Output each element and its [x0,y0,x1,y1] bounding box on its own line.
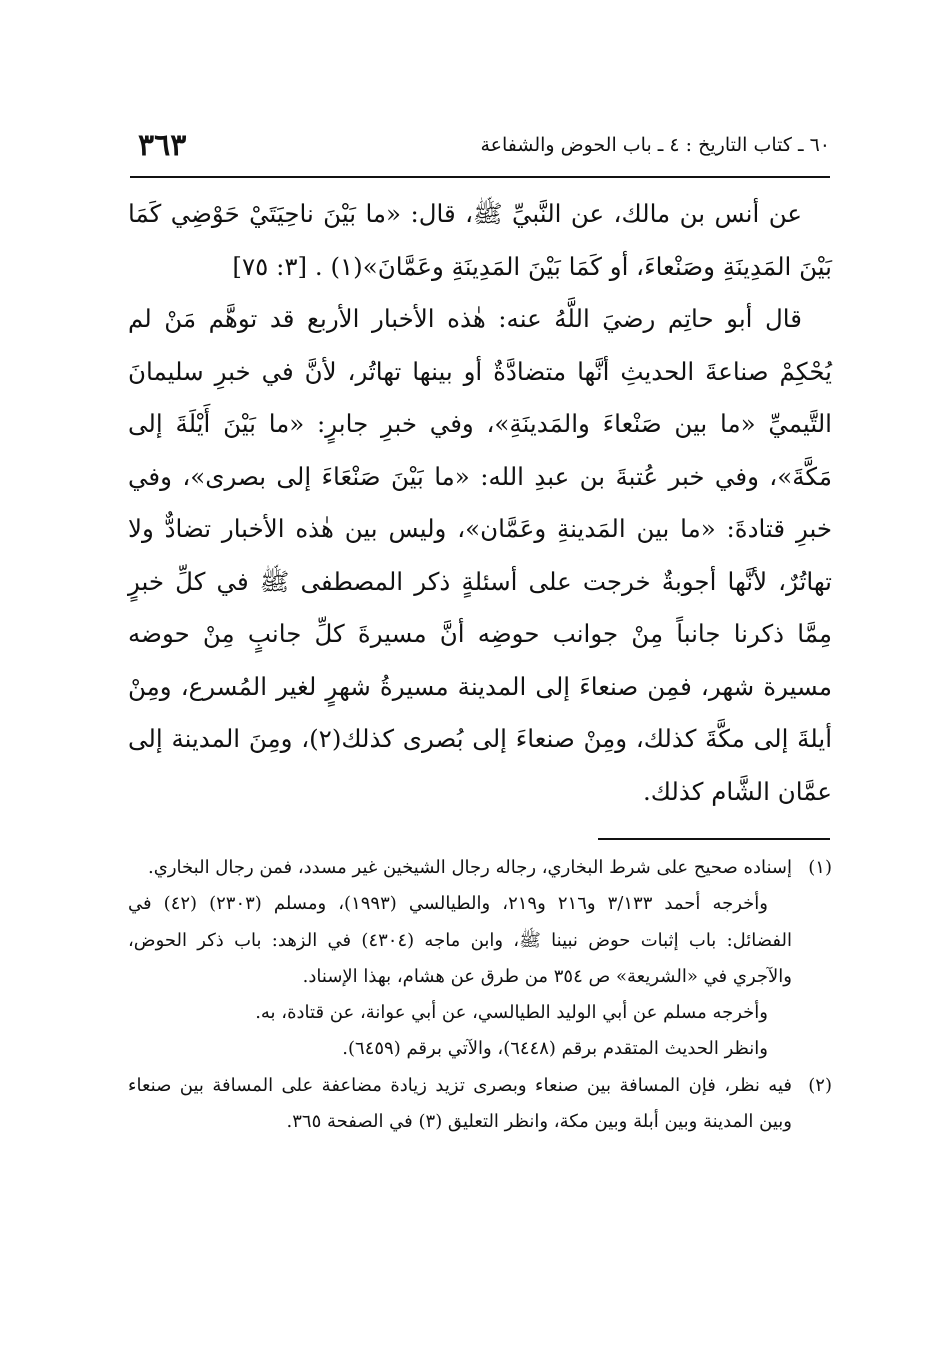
header-rule [130,176,830,178]
commentary-paragraph: قال أبو حاتِم رضيَ اللَّهُ عنه: هٰذه الأخبار الأربع قد توهَّم مَنْ لم يُحْكِمْ صناعةَ الحديثِ أنَّها متضادَّةٌ أو بينها تهاتُر، لأنَّ في خبرِ سليمانَ التَّيميِّ «ما بين صَنْعاءَ والمَدينَةِ»، وفي خبرِ جابرٍ: «ما بَيْنَ أَيْلَةَ إلى مَكَّةَ»، وفي خبر عُتبةَ بن عبدِ الله: «ما بَيْنَ صَنْعَاءَ إلى بصرى»، وفي خبرِ قتادةَ: «ما بين المَدينةِ وعَمَّان»، وليس بين هٰذه الأخبار تضادٌّ ولا تهاتُرٌ، لأنَّها أجوبةٌ خرجت على أسئلةٍ ذكر المصطفى ﷺ في كلِّ خبرٍ مِمَّا ذكرنا جانباً مِنْ جوانب حوضِه أنَّ مسيرةَ كلِّ جانبٍ مِنْ حوضه مسيرة شهر، فمِن صنعاءَ إلى المدينة مسيرةُ شهرٍ لغير المُسرع، ومِنْ أيلةَ إلى مكَّةَ كذلك، ومِنْ صنعاءَ إلى بُصرى كذلك(٢)، ومِنَ المدينة إلى عمَّان الشَّام كذلك. [128,304,833,806]
main-text [128,188,832,818]
footnote-paragraph: وانظر الحديث المتقدم برقم (٦٤٤٨)، والآتي برقم (٦٤٥٩). [342,1038,768,1060]
footnote-paragraph: فيه نظر، فإن المسافة بين صنعاء وبصرى تزيد زيادة مضاعفة على المسافة بين صنعاء وبين المدينة وبين أبلة وبين مكة، وانظر التعليق (٣) في الصفحة ٣٦٥. [128,1074,792,1133]
footnote-body [128,1068,792,1141]
footnote-rule [598,838,830,840]
running-title: ٦٠ ـ كتاب التاريخ : ٤ ـ باب الحوض والشفاعة [480,134,830,156]
footnote-marker: (١) [808,857,832,878]
footnote-2 [128,1068,832,1141]
footnote-paragraph: إسناده صحيح على شرط البخاري، رجاله رجال الشيخين غير مسدد، فمن رجال البخاري. [148,857,792,878]
page-number: ٣٦٣ [138,128,187,163]
footnote-paragraph: وأخرجه مسلم عن أبي الوليد الطيالسي، عن أبي عوانة، عن قتادة، به. [255,1002,768,1024]
footnote-body [128,850,792,1068]
footnote-1 [128,850,832,1068]
hadith-paragraph: عن أنس بن مالك، عن النَّبيِّ ﷺ، قال: «ما بَيْنَ ناحِيَتَيْ حَوْضِي كَمَا بَيْنَ المَدِينَةِ وصَنْعاءَ، أو كَمَا بَيْنَ المَدِينَةِ وعَمَّانَ»(١) . [٣: ٧٥] [128,199,832,281]
page-header [130,128,830,168]
footnote-paragraph: وأخرجه أحمد ٣/١٣٣ و٢١٦ و٢١٩، والطيالسي (١٩٩٣)، ومسلم (٢٣٠٣) (٤٢) في الفضائل: باب إثبات حوض نبينا ﷺ، وابن ماجه (٤٣٠٤) في الزهد: باب ذكر الحوض، والآجري في «الشريعة» ص ٣٥٤ من طرق عن هشام، بهذا الإسناد. [128,893,792,987]
footnotes [128,850,832,1140]
footnote-marker: (٢) [808,1074,832,1096]
